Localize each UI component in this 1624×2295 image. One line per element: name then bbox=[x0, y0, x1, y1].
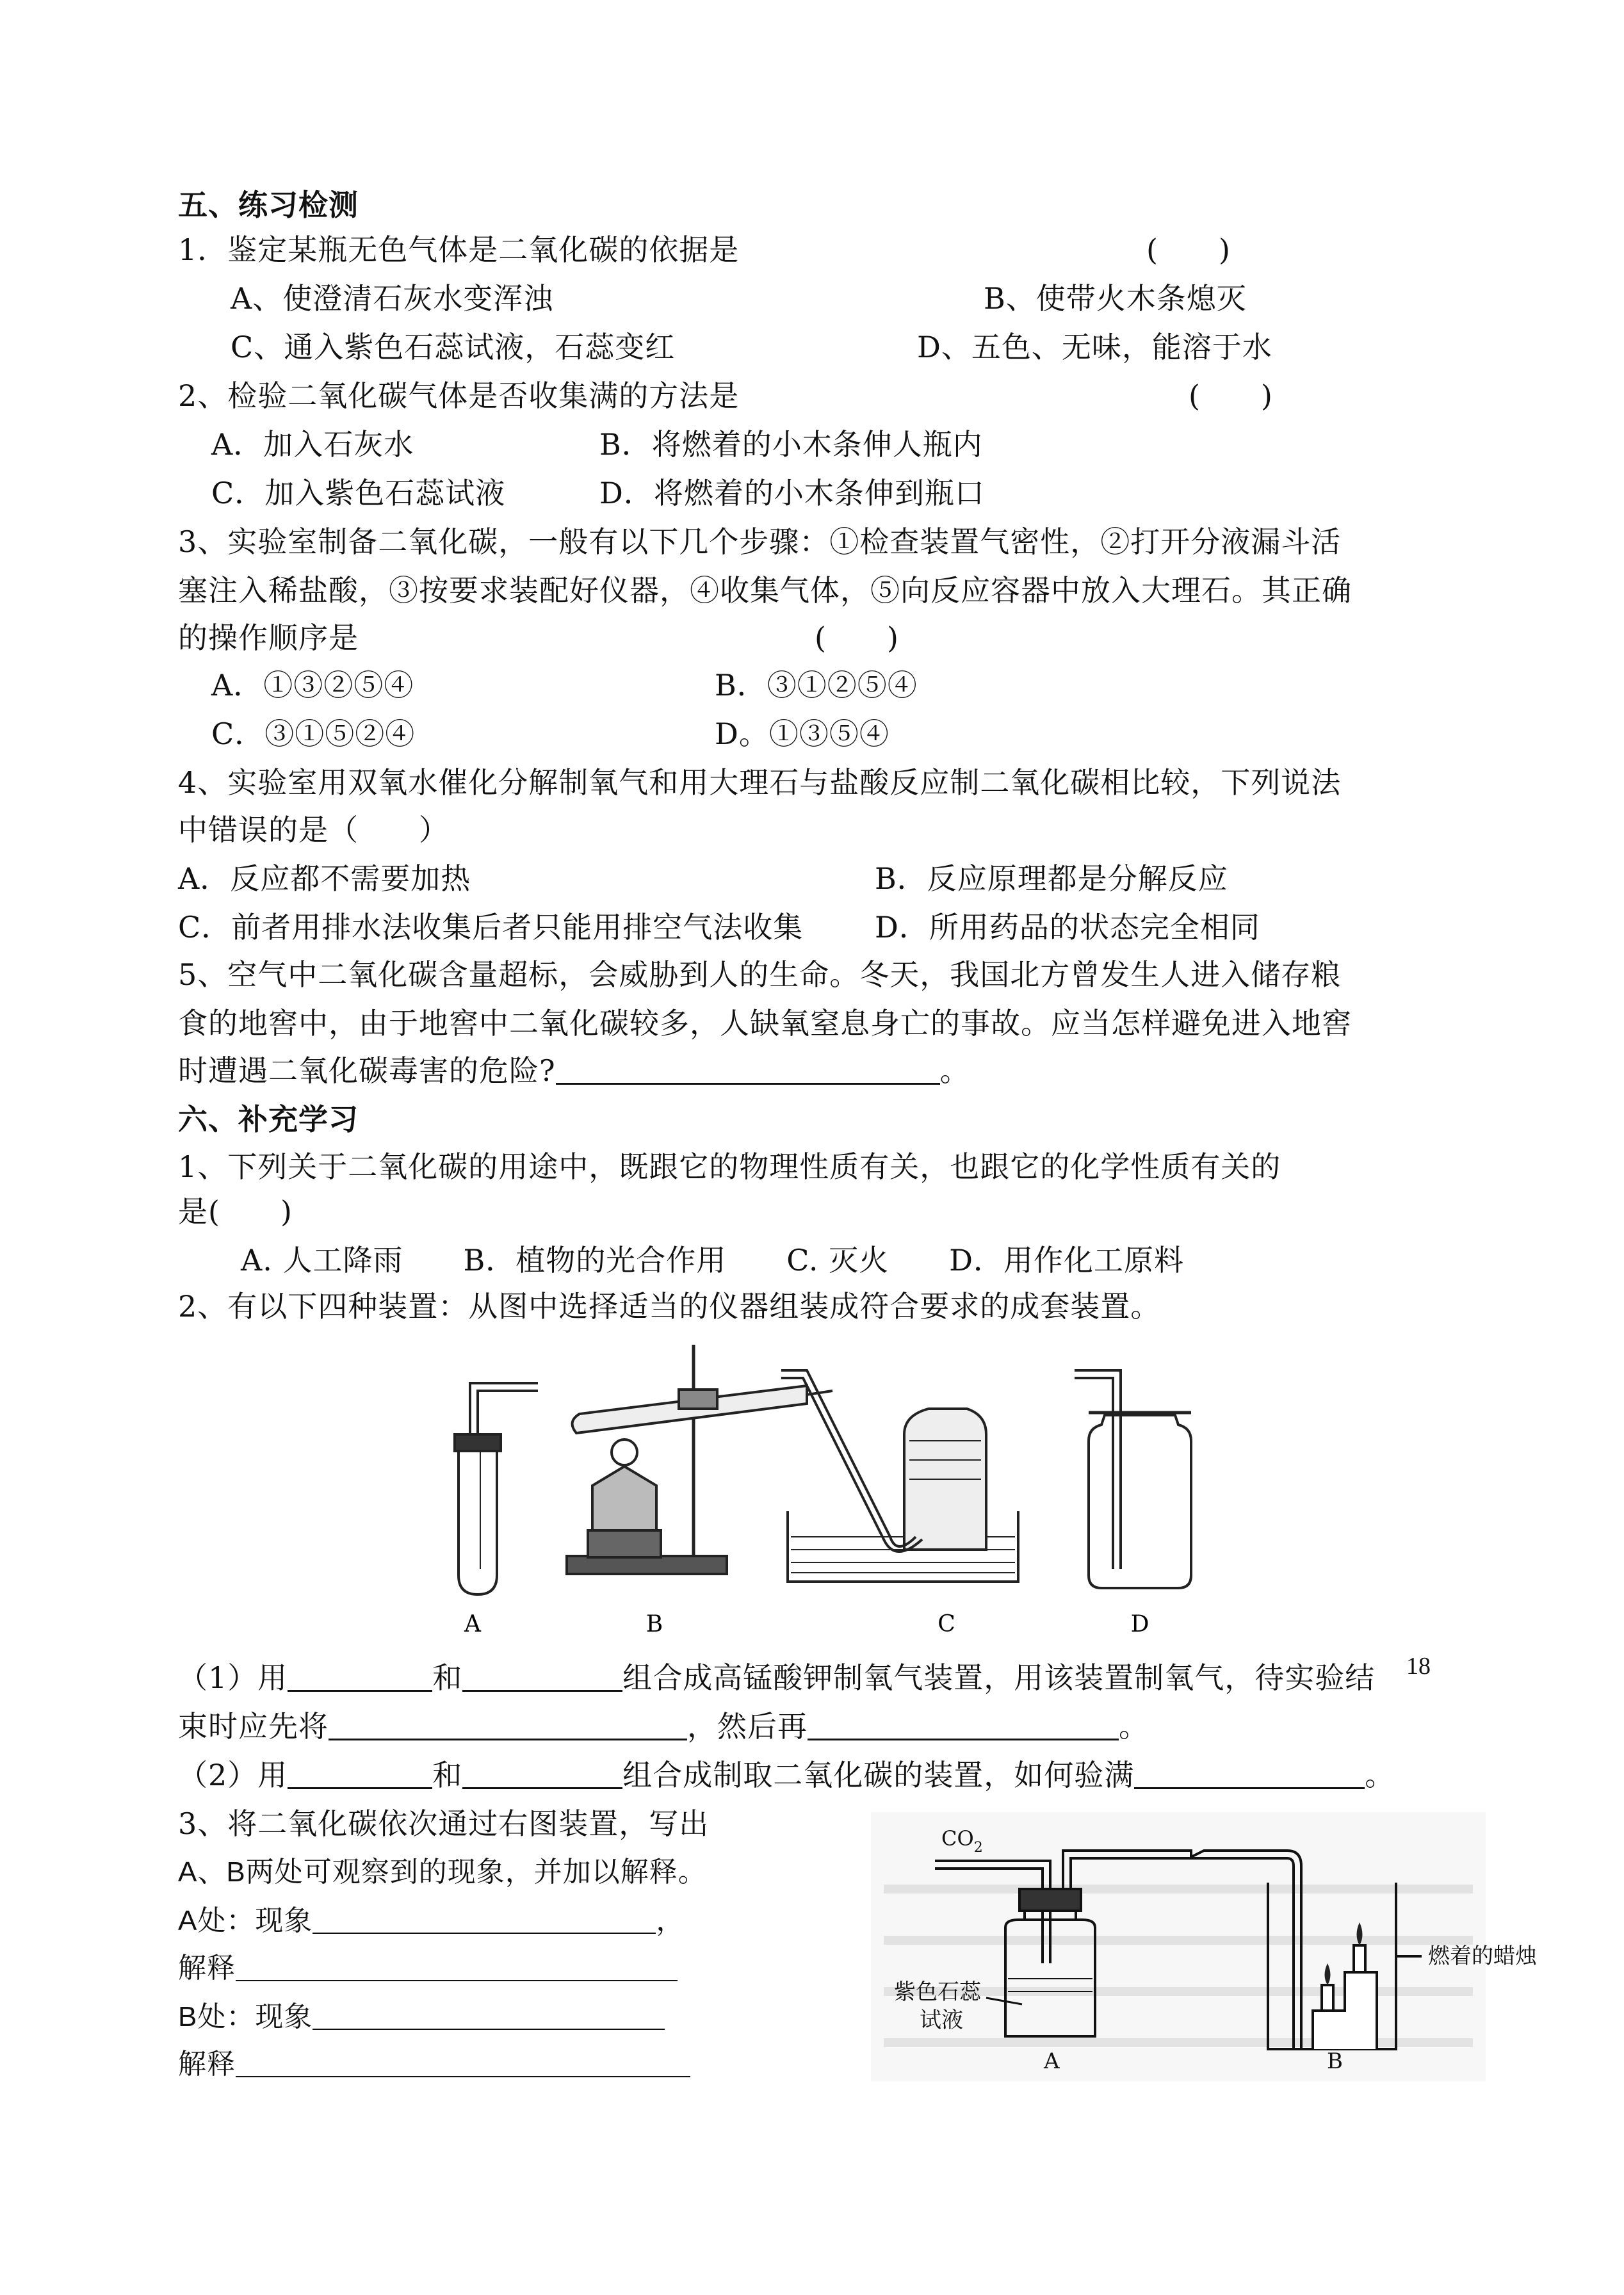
p2-blank-1[interactable] bbox=[288, 1758, 432, 1789]
p1-end: 。 bbox=[1119, 1709, 1149, 1744]
litmus-label-1: 紫色石蕊 bbox=[894, 1979, 981, 2005]
s6-q1-line-1: 1、下列关于二氧化碳的用途中，既跟它的物理性质有关，也跟它的化学性质有关的 bbox=[178, 1149, 1281, 1184]
section-6-title: 六、补充学习 bbox=[178, 1102, 359, 1137]
apparatus-figure bbox=[423, 1345, 1210, 1639]
q2-stem: 2、检验二氧化碳气体是否收集满的方法是 bbox=[178, 378, 740, 413]
s6-q3-b-explanation bbox=[178, 2045, 690, 2084]
page-number: 18 bbox=[1406, 1653, 1431, 1680]
p1-text-2: 束时应先将 bbox=[178, 1709, 329, 1744]
a-phenomenon-label: A处：现象 bbox=[178, 1905, 313, 1936]
q5-answer-blank[interactable] bbox=[556, 1053, 940, 1085]
q1-option-b: B、使带火木条熄灭 bbox=[984, 281, 1247, 316]
p1-text: 组合成高锰酸钾制氧气装置，用该装置制氧气，待实验结 bbox=[622, 1660, 1376, 1695]
fig-label-b: B bbox=[646, 1611, 663, 1637]
s6-q3-line-1: 3、将二氧化碳依次通过右图装置，写出 bbox=[178, 1806, 710, 1841]
q2-option-b: B．将燃着的小木条伸人瓶内 bbox=[599, 427, 983, 462]
s6-q3-line-2: A、B两处可观察到的现象，并加以解释。 bbox=[178, 1856, 707, 1888]
a-explanation-blank[interactable] bbox=[236, 1950, 678, 1981]
s6-q2-part2 bbox=[178, 1756, 1395, 1794]
fig-label-d: D bbox=[1130, 1611, 1149, 1637]
a-comma: ， bbox=[656, 1905, 685, 1936]
p1-blank-2[interactable] bbox=[462, 1660, 622, 1692]
s6-q3-a-explanation bbox=[178, 1949, 678, 1988]
s6-q2-part1-line-1 bbox=[178, 1658, 1375, 1697]
p2-blank-2[interactable] bbox=[462, 1758, 622, 1789]
co2-label: $CO_2$ bbox=[941, 1826, 983, 1856]
p1-and: 和 bbox=[432, 1660, 463, 1695]
q2-option-c: C．加入紫色石蕊试液 bbox=[211, 476, 506, 510]
q2-answer-paren: ( ) bbox=[1189, 378, 1273, 413]
q3-option-b: B．③①②⑤④ bbox=[715, 668, 918, 702]
s6-q1-line-2: 是( ) bbox=[178, 1194, 293, 1229]
q4-option-a: A．反应都不需要加热 bbox=[178, 861, 471, 896]
q3-line-1: 3、实验室制备二氧化碳，一般有以下几个步骤：①检查装置气密性，②打开分液漏斗活 bbox=[178, 524, 1342, 559]
q1-option-c: C、通入紫色石蕊试液，石蕊变红 bbox=[231, 330, 676, 364]
p2-end: 。 bbox=[1365, 1758, 1395, 1792]
s6-q2-part1-line-2 bbox=[178, 1707, 1149, 1746]
b-explanation-blank[interactable] bbox=[236, 2047, 690, 2077]
figure-label-b: B bbox=[1327, 2048, 1343, 2074]
q4-line-2: 中错误的是（ ） bbox=[178, 813, 449, 847]
a-phenomenon-blank[interactable] bbox=[313, 1903, 656, 1934]
co2-experiment-figure bbox=[871, 1812, 1537, 2081]
q3-option-c: C．③①⑤②④ bbox=[211, 717, 416, 751]
s6-q1-options: A. 人工降雨 B．植物的光合作用 C. 灭火 D．用作化工原料 bbox=[241, 1243, 1184, 1277]
q4-option-b: B．反应原理都是分解反应 bbox=[875, 861, 1228, 896]
litmus-label-2: 试液 bbox=[920, 2007, 963, 2033]
q1-answer-paren: ( ) bbox=[1146, 232, 1231, 267]
p1-then: ，然后再 bbox=[687, 1709, 808, 1744]
p1-prefix: （1）用 bbox=[178, 1660, 288, 1695]
q2-option-a: A．加入石灰水 bbox=[211, 427, 414, 462]
s6-q3-a-phenomenon bbox=[178, 1902, 685, 1940]
p2-blank-3[interactable] bbox=[1134, 1758, 1365, 1789]
q3-answer-paren: ( ) bbox=[815, 620, 899, 655]
q5-line-2: 食的地窖中，由于地窖中二氧化碳较多，人缺氧窒息身亡的事故。应当怎样避免进入地窖 bbox=[178, 1006, 1352, 1041]
fig-label-a: A bbox=[464, 1611, 481, 1637]
q1-option-d: D、五色、无味，能溶于水 bbox=[917, 330, 1272, 364]
q5-line-1: 5、空气中二氧化碳含量超标，会威胁到人的生命。冬天，我国北方曾发生人进入储存粮 bbox=[178, 957, 1342, 992]
b-explanation-label: 解释 bbox=[178, 2048, 236, 2080]
q4-line-1: 4、实验室用双氧水催化分解制氧气和用大理石与盐酸反应制二氧化碳相比较，下列说法 bbox=[178, 765, 1342, 800]
a-explanation-label: 解释 bbox=[178, 1952, 236, 1984]
q5-line-3 bbox=[178, 1051, 970, 1090]
q4-option-c: C．前者用排水法收集后者只能用排空气法收集 bbox=[178, 910, 804, 945]
q3-line-2: 塞注入稀盐酸，③按要求装配好仪器，④收集气体，⑤向反应容器中放入大理石。其正确 bbox=[178, 573, 1352, 608]
p1-blank-1[interactable] bbox=[288, 1660, 432, 1692]
q3-option-d: D。①③⑤④ bbox=[715, 717, 889, 751]
q1-option-a: A、使澄清石灰水变浑浊 bbox=[231, 281, 554, 316]
q1-stem: 1．鉴定某瓶无色气体是二氧化碳的依据是 bbox=[178, 232, 740, 267]
q2-option-d: D．将燃着的小木条伸到瓶口 bbox=[599, 476, 985, 510]
apparatus-c-water-collection bbox=[781, 1370, 1018, 1582]
section-5-title: 五、练习检测 bbox=[178, 188, 359, 222]
s6-q2-stem: 2、有以下四种装置：从图中选择适当的仪器组装成符合要求的成套装置。 bbox=[178, 1289, 1161, 1324]
q5-end-mark: 。 bbox=[939, 1053, 970, 1088]
p2-text: 组合成制取二氧化碳的装置，如何验满 bbox=[622, 1758, 1135, 1792]
q3-line-3: 的操作顺序是 bbox=[178, 620, 359, 655]
apparatus-a-test-tube bbox=[455, 1383, 538, 1594]
figure-label-a: A bbox=[1044, 2048, 1060, 2074]
b-phenomenon-blank[interactable] bbox=[313, 1999, 665, 2030]
q5-question: 时遭遇二氧化碳毒害的危险? bbox=[178, 1053, 556, 1088]
p2-prefix: （2）用 bbox=[178, 1758, 288, 1792]
p1-blank-4[interactable] bbox=[808, 1709, 1119, 1740]
candle-label: 燃着的蜡烛 bbox=[1428, 1943, 1537, 1969]
q3-option-a: A．①③②⑤④ bbox=[211, 668, 414, 702]
p1-blank-3[interactable] bbox=[329, 1709, 687, 1740]
q4-option-d: D．所用药品的状态完全相同 bbox=[875, 910, 1260, 945]
p2-and: 和 bbox=[432, 1758, 463, 1792]
apparatus-d-gas-jar bbox=[1075, 1370, 1191, 1588]
s6-q3-b-phenomenon bbox=[178, 1998, 665, 2036]
b-phenomenon-label: B处：现象 bbox=[178, 2001, 313, 2032]
fig-label-c: C bbox=[938, 1611, 955, 1637]
